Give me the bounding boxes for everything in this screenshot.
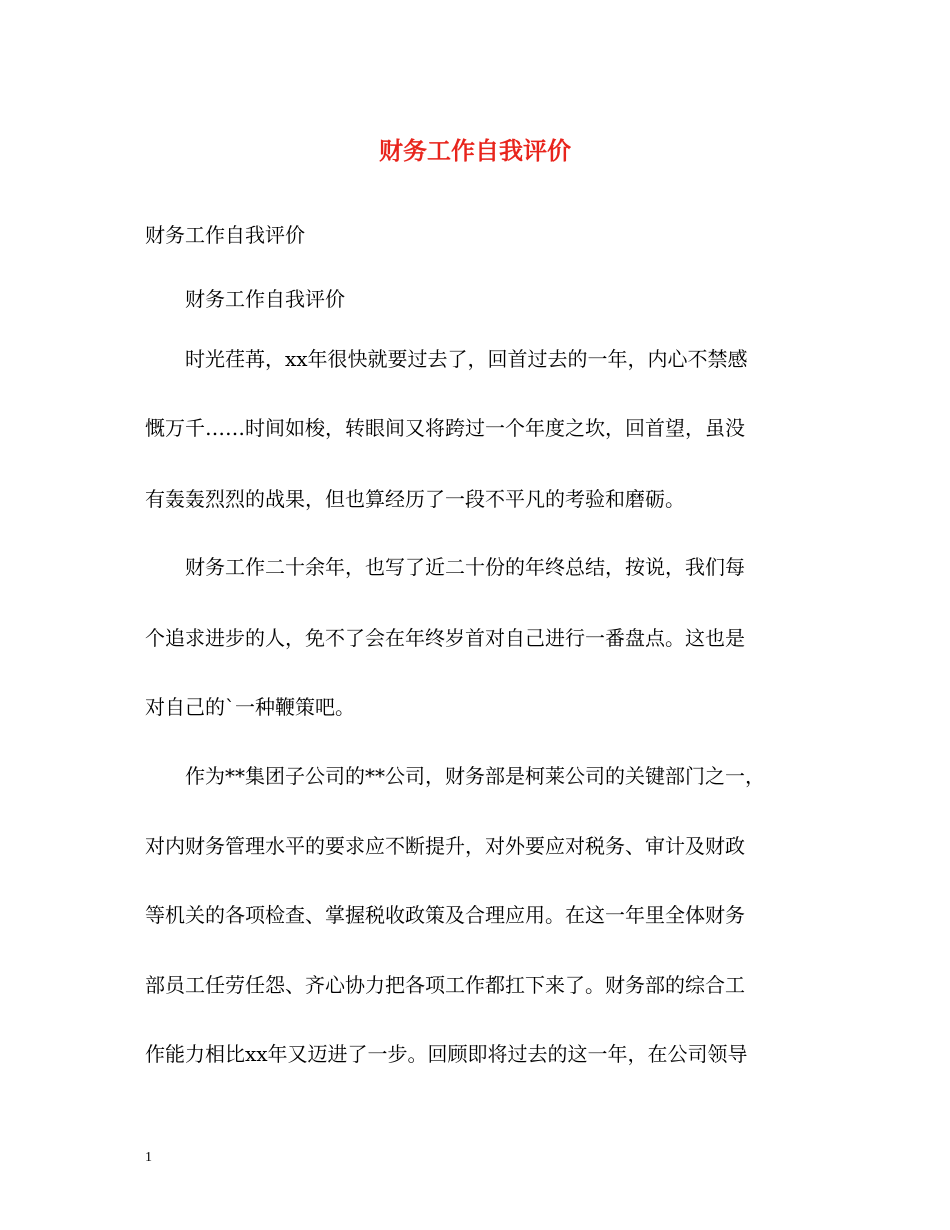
paragraph-line: 有轰轰烈烈的战果，但也算经历了一段不平凡的考验和磨砺。 [145,487,685,511]
paragraph-line: 慨万千……时间如梭，转眼间又将跨过一个年度之坎，回首望，虽没 [145,416,745,440]
paragraph-line: 作能力相比xx年又迈进了一步。回顾即将过去的这一年，在公司领导 [145,1042,748,1066]
paragraph-line: 部员工任劳任怨、齐心协力把各项工作都扛下来了。财务部的综合工 [145,973,745,997]
paragraph-line: 等机关的各项检查、掌握税收政策及合理应用。在这一年里全体财务 [145,903,745,927]
paragraph-line: 个追求进步的人，免不了会在年终岁首对自己进行一番盘点。这也是 [145,626,745,650]
subheading-line: 财务工作自我评价 [185,287,345,311]
paragraph-line: 时光荏苒，xx年很快就要过去了，回首过去的一年，内心不禁感 [185,347,748,371]
paragraph-line: 财务工作二十余年，也写了近二十份的年终总结，按说，我们每 [185,555,745,579]
page-number: 1 [145,1150,152,1165]
paragraph-line: 作为**集团子公司的**公司，财务部是柯莱公司的关键部门之一， [185,764,765,788]
document-title: 财务工作自我评价 [379,136,571,165]
heading-line: 财务工作自我评价 [145,223,305,247]
paragraph-line: 对内财务管理水平的要求应不断提升，对外要应对税务、审计及财政 [145,834,745,858]
paragraph-line: 对自己的`一种鞭策吧。 [145,695,355,719]
